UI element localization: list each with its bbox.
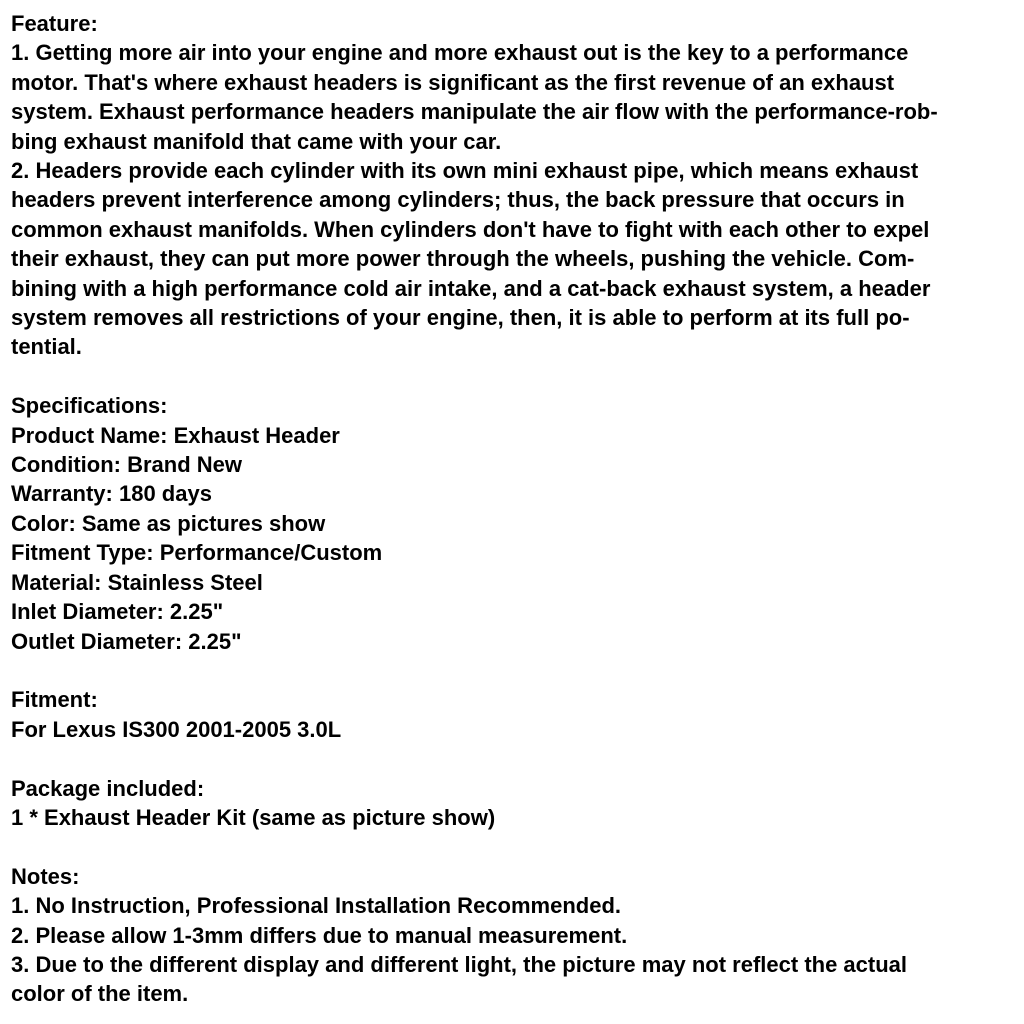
feature-line-6: headers prevent interference among cylinders; thus, the back pressure that occurs in <box>11 187 905 213</box>
package-included-line-0: Package included: <box>11 775 205 801</box>
fitment-line-0: Fitment: <box>11 687 98 713</box>
notes-line-4: color of the item. <box>11 981 189 1007</box>
feature-line-4: bing exhaust manifold that came with your car. <box>11 128 502 154</box>
specifications-line-7: Inlet Diameter: 2.25" <box>11 599 224 625</box>
specifications-line-6: Material: Stainless Steel <box>11 569 263 595</box>
notes-line-1: 1. No Instruction, Professional Installation Recommended. <box>11 893 621 919</box>
feature-line-1: 1. Getting more air into your engine and more exhaust out is the key to a performance <box>11 40 909 66</box>
section-package-included <box>11 774 1016 833</box>
feature-line-9: bining with a high performance cold air intake, and a cat-back exhaust system, a header <box>11 275 931 301</box>
specifications-line-2: Condition: Brand New <box>11 452 242 478</box>
feature-line-8: their exhaust, they can put more power through the wheels, pushing the vehicle. Com- <box>11 246 915 272</box>
section-specifications <box>11 391 1016 656</box>
feature-line-11: tential. <box>11 334 82 360</box>
feature-line-2: motor. That's where exhaust headers is significant as the first revenue of an exhaust <box>11 69 895 95</box>
notes-line-0: Notes: <box>11 863 80 889</box>
specifications-line-5: Fitment Type: Performance/Custom <box>11 540 383 566</box>
feature-line-7: common exhaust manifolds. When cylinders don't have to fight with each other to expel <box>11 216 930 242</box>
package-included-line-1: 1 * Exhaust Header Kit (same as picture show) <box>11 804 496 830</box>
specifications-line-0: Specifications: <box>11 393 168 419</box>
specifications-line-8: Outlet Diameter: 2.25" <box>11 628 242 654</box>
section-fitment <box>11 685 1016 744</box>
specifications-line-3: Warranty: 180 days <box>11 481 212 507</box>
notes-line-3: 3. Due to the different display and different light, the picture may not reflect the actual <box>11 951 908 977</box>
section-feature <box>11 9 1016 362</box>
feature-line-0: Feature: <box>11 11 98 36</box>
fitment-line-1: For Lexus IS300 2001-2005 3.0L <box>11 716 342 742</box>
feature-line-10: system removes all restrictions of your engine, then, it is able to perform at its full po- <box>11 305 910 331</box>
feature-line-5: 2. Headers provide each cylinder with its own mini exhaust pipe, which means exhaust <box>11 158 919 184</box>
notes-line-2: 2. Please allow 1-3mm differs due to manual measurement. <box>11 922 628 948</box>
specifications-line-1: Product Name: Exhaust Header <box>11 422 340 448</box>
specifications-line-4: Color: Same as pictures show <box>11 510 326 536</box>
section-notes <box>11 862 1016 1009</box>
feature-line-3: system. Exhaust performance headers manipulate the air flow with the performance-rob- <box>11 99 938 125</box>
